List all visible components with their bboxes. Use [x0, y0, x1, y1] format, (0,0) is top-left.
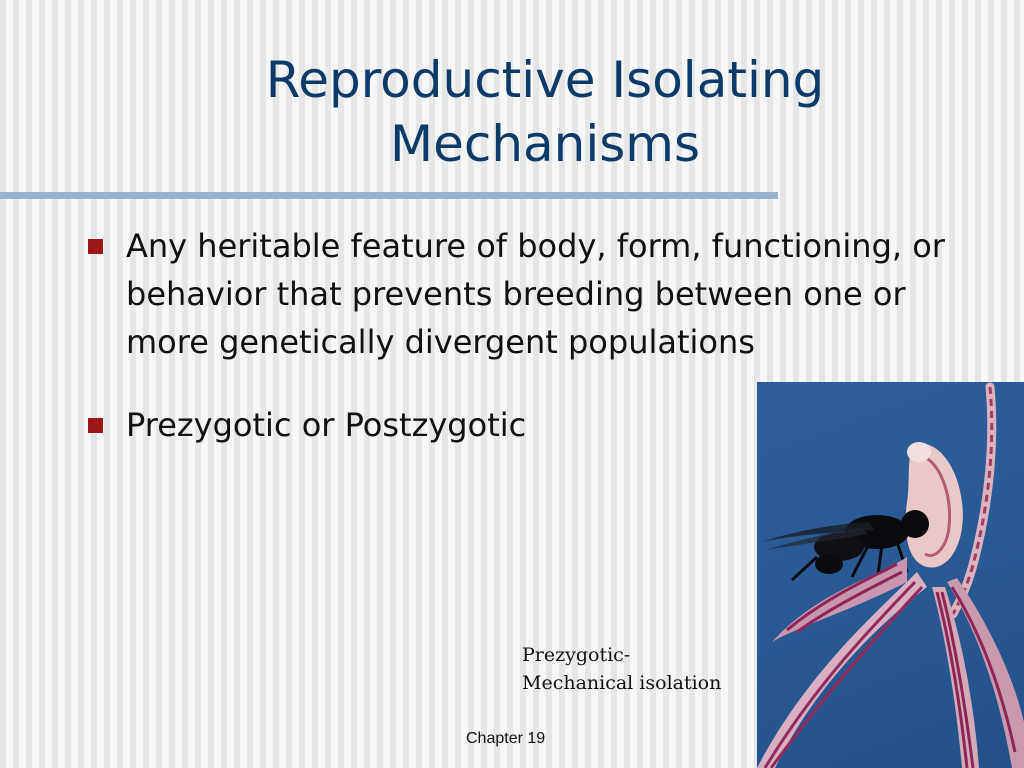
slide-title — [170, 48, 920, 176]
caption-line-1: Prezygotic- — [522, 644, 631, 666]
orchid-wasp-photo — [757, 382, 1024, 768]
orchid-illustration — [757, 382, 1024, 768]
title-line-1: Reproductive Isolating — [265, 51, 825, 109]
slide-footer: Chapter 19 — [466, 730, 546, 747]
square-bullet-icon — [88, 418, 103, 433]
title-line-2: Mechanisms — [389, 115, 701, 173]
bullet-text: Any heritable feature of body, form, functioning, or behavior that prevents breeding between one or more genetically divergent populations — [126, 227, 945, 361]
title-divider — [0, 192, 778, 199]
caption-line-2: Mechanical isolation — [522, 672, 722, 694]
square-bullet-icon — [88, 239, 103, 254]
image-caption — [522, 641, 721, 697]
bullet-text: Prezygotic or Postzygotic — [126, 406, 527, 444]
bullet-item — [88, 222, 988, 366]
